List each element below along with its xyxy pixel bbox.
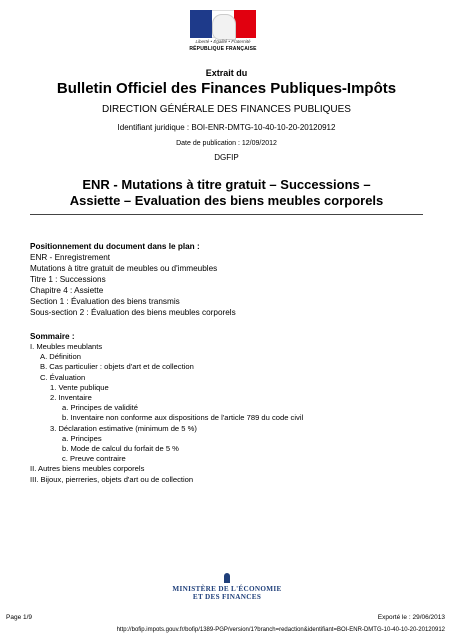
document-title — [0, 177, 453, 209]
sommaire-item[interactable]: 1. Vente publique — [50, 382, 109, 392]
document-title-line-2: Assiette – Evaluation des biens meubles corporels — [69, 193, 384, 208]
sommaire-item[interactable]: B. Cas particulier : objets d'art et de collection — [40, 362, 194, 372]
flame-icon — [224, 573, 230, 583]
sommaire-item[interactable]: a. Principes de validité — [62, 403, 138, 413]
publication-date: Date de publication : 12/09/2012 — [176, 140, 277, 147]
sommaire-item[interactable]: II. Autres biens meubles corporels — [30, 464, 145, 474]
export-date: Exporté le : 29/06/2013 — [377, 614, 445, 621]
sommaire-item[interactable]: a. Principes — [62, 433, 102, 443]
sommaire-item[interactable]: I. Meubles meublants — [30, 342, 103, 351]
sommaire-item[interactable]: A. Définition — [40, 352, 81, 362]
positionnement-heading: Positionnement du document dans le plan : — [30, 242, 200, 251]
sommaire-item[interactable]: III. Bijoux, pierreries, objets d'art ou de collection — [30, 474, 194, 484]
dgfip-label: DGFIP — [214, 153, 239, 162]
positionnement-item: Section 1 : Évaluation des biens transmis — [30, 297, 180, 306]
logo-motto: Liberté • Égalité • Fraternité — [195, 39, 251, 44]
ministere-line-2: ET DES FINANCES — [192, 593, 262, 601]
positionnement-item: Titre 1 : Successions — [30, 275, 106, 284]
ministere-line-1: MINISTÈRE DE L'ÉCONOMIE — [172, 585, 282, 593]
positionnement-item: Chapitre 4 : Assiette — [30, 286, 104, 295]
positionnement-item: ENR - Enregistrement — [30, 253, 111, 262]
bulletin-title: Bulletin Officiel des Finances Publiques-Impôts — [56, 80, 397, 97]
page-number: Page 1/9 — [6, 614, 33, 621]
positionnement-section — [30, 241, 236, 318]
sommaire-heading: Sommaire : — [30, 332, 75, 341]
extrait-label: Extrait du — [205, 68, 248, 78]
direction-label: DIRECTION GÉNÉRALE DES FINANCES PUBLIQUES — [102, 104, 351, 115]
republique-francaise-logo — [183, 10, 263, 55]
logo-republic: RÉPUBLIQUE FRANÇAISE — [189, 46, 257, 52]
sommaire-section — [30, 331, 303, 485]
source-url[interactable]: http://bofip.impots.gouv.fr/bofip/1389-PGP/version/1?branch=redaction&identifiant=BOI-ENR-DMTG-10-40-10-20-20120912 — [116, 627, 445, 633]
sommaire-item[interactable]: 3. Déclaration estimative (minimum de 5 %) — [50, 423, 197, 433]
positionnement-item: Sous-section 2 : Évaluation des biens meubles corporels — [30, 308, 236, 317]
title-divider — [30, 214, 423, 215]
sommaire-item[interactable]: c. Preuve contraire — [62, 454, 126, 464]
document-title-line-1: ENR - Mutations à titre gratuit – Successions – — [82, 177, 371, 192]
ministere-logo — [160, 573, 294, 601]
sommaire-item[interactable]: b. Mode de calcul du forfait de 5 % — [62, 444, 179, 454]
sommaire-item[interactable]: 2. Inventaire — [50, 393, 92, 403]
positionnement-item: Mutations à titre gratuit de meubles ou d'immeubles — [30, 264, 218, 273]
marianne-icon — [212, 14, 236, 40]
sommaire-item[interactable]: b. Inventaire non conforme aux dispositions de l'article 789 du code civil — [62, 413, 304, 423]
identifiant-juridique: Identifiant juridique : BOI-ENR-DMTG-10-40-10-20-20120912 — [117, 123, 336, 132]
sommaire-item[interactable]: C. Évaluation — [40, 372, 86, 382]
